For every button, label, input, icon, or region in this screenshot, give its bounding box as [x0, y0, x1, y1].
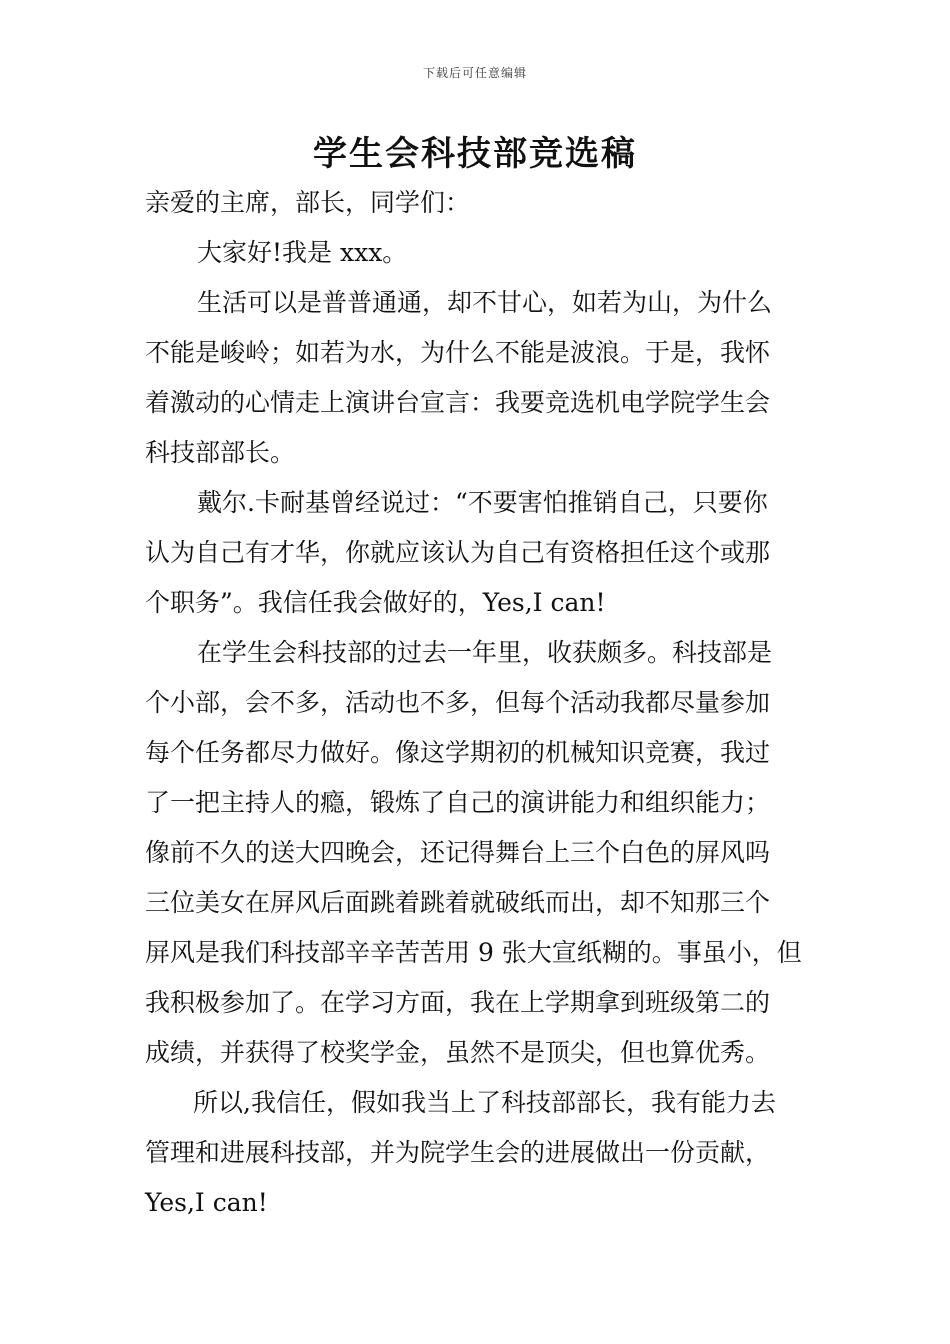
greeting-line: 大家好!我是 xxx。: [197, 238, 408, 267]
paragraph-line: 个小部，会不多，活动也不多，但每个活动我都尽量参加: [145, 688, 771, 717]
paragraph-line: 成绩，并获得了校奖学金，虽然不是顶尖，但也算优秀。: [145, 1038, 771, 1067]
salutation-line: 亲爱的主席，部长，同学们：: [145, 188, 471, 217]
paragraph-line: 戴尔.卡耐基曾经说过：“不要害怕推销自己，只要你: [197, 488, 768, 517]
paragraph-line: 了一把主持人的瘾，锻炼了自己的演讲能力和组织能力；: [145, 788, 771, 817]
document-title: 学生会科技部竞选稿: [313, 134, 637, 174]
document-body: [145, 178, 810, 1228]
paragraph-line: 在学生会科技部的过去一年里，收获颇多。科技部是: [197, 638, 773, 667]
paragraph-line: 屏风是我们科技部辛辛苦苦用 9 张大宣纸糊的。事虽小，但: [145, 938, 802, 967]
paragraph-line: 生活可以是普普通通，却不甘心，如若为山，为什么: [197, 288, 773, 317]
paragraph-line: 认为自己有才华，你就应该认为自己有资格担任这个或那: [145, 538, 771, 567]
paragraph-line: 管理和进展科技部，并为院学生会的进展做出一份贡献，: [145, 1138, 771, 1167]
header-note: 下载后可任意编辑: [422, 66, 527, 80]
paragraph-line: 不能是峻岭；如若为水，为什么不能是波浪。于是，我怀: [145, 338, 771, 367]
paragraph-line: 像前不久的送大四晚会，还记得舞台上三个白色的屏风吗: [145, 838, 771, 867]
paragraph-line: Yes,I can!: [145, 1188, 268, 1217]
paragraph-line: 个职务”。我信任我会做好的，Yes,I can!: [145, 588, 606, 617]
paragraph-line: 科技部部长。: [145, 438, 296, 467]
paragraph-line: 每个任务都尽力做好。像这学期初的机械知识竞赛，我过: [145, 738, 771, 767]
paragraph-line: 我积极参加了。在学习方面，我在上学期拿到班级第二的: [145, 988, 771, 1017]
paragraph-line: 所以,我信任，假如我当上了科技部部长，我有能力去: [193, 1088, 776, 1117]
paragraph-line: 着激动的心情走上演讲台宣言：我要竞选机电学院学生会: [145, 388, 771, 417]
paragraph-line: 三位美女在屏风后面跳着跳着就破纸而出，却不知那三个: [145, 888, 771, 917]
